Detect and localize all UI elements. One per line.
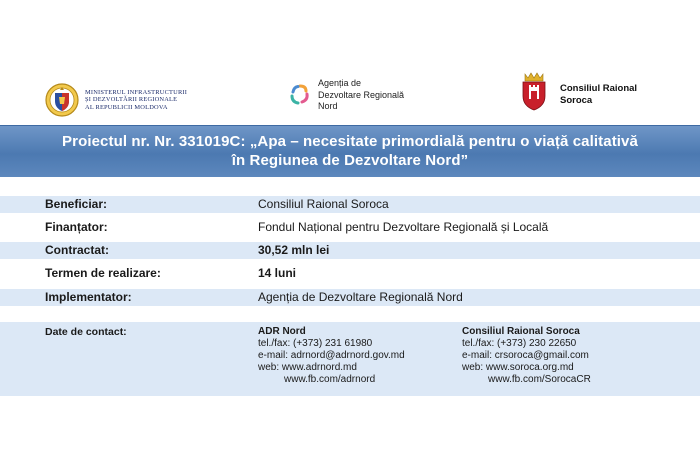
moldova-coat-of-arms-icon — [45, 82, 79, 118]
adr-logo — [290, 78, 404, 113]
adr-swirl-logo-icon — [290, 84, 310, 106]
project-title-band — [0, 125, 700, 177]
adr-name: Agenția de Dezvoltare Regională Nord — [318, 78, 405, 111]
detail-label: Beneficiar: — [45, 197, 108, 211]
contact-email[interactable]: e-mail: crsoroca@gmail.com — [462, 350, 589, 361]
detail-value: Consiliul Raional Soroca — [258, 197, 389, 211]
detail-row-term — [0, 265, 700, 282]
logo-bar — [0, 60, 700, 120]
contact-phone: tel./fax: (+373) 230 22650 — [462, 338, 577, 349]
contact-label: Date de contact: — [45, 326, 127, 338]
detail-value: Fondul Național pentru Dezvoltare Regională și Locală — [258, 220, 549, 234]
council-logo — [520, 72, 637, 112]
contact-name: ADR Nord — [258, 326, 306, 337]
contact-section — [0, 322, 700, 396]
ministry-logo — [45, 82, 187, 118]
detail-value: 30,52 mln lei — [258, 243, 330, 257]
contact-name: Consiliul Raional Soroca — [462, 326, 580, 337]
detail-row-funder — [0, 219, 700, 236]
contact-email[interactable]: e-mail: adrnord@adrnord.gov.md — [258, 350, 405, 361]
contact-web[interactable]: web: www.adrnord.md — [258, 362, 357, 373]
ministry-name: MINISTERUL INFRASTRUCTURII ȘI DEZVOLTĂRII REGIONALE AL REPUBLICII MOLDOVA — [85, 88, 188, 111]
contact-social[interactable]: www.fb.com/SorocaCR — [488, 374, 591, 385]
detail-row-beneficiary — [0, 196, 700, 213]
soroca-coat-of-arms-icon — [520, 72, 548, 112]
detail-value: Agenția de Dezvoltare Regională Nord — [258, 290, 463, 304]
council-name: Consiliul Raional Soroca — [560, 83, 638, 106]
detail-label: Termen de realizare: — [45, 266, 161, 280]
contact-phone: tel./fax: (+373) 231 61980 — [258, 338, 373, 349]
contact-web[interactable]: web: www.soroca.org.md — [462, 362, 574, 373]
detail-label: Implementator: — [45, 290, 132, 304]
contact-social[interactable]: www.fb.com/adrnord — [284, 374, 376, 385]
detail-row-implementer — [0, 289, 700, 306]
detail-label: Contractat: — [45, 243, 110, 257]
contact-council — [462, 326, 591, 386]
project-title: Proiectul nr. Nr. 331019C: „Apa – necesitate primordială pentru o viață calitativă în Regiunea de Dezvoltare Nord” — [62, 133, 638, 169]
contact-adr — [258, 326, 405, 386]
detail-row-contracted — [0, 242, 700, 259]
detail-value: 14 luni — [258, 266, 297, 280]
detail-label: Finanțator: — [45, 220, 108, 234]
